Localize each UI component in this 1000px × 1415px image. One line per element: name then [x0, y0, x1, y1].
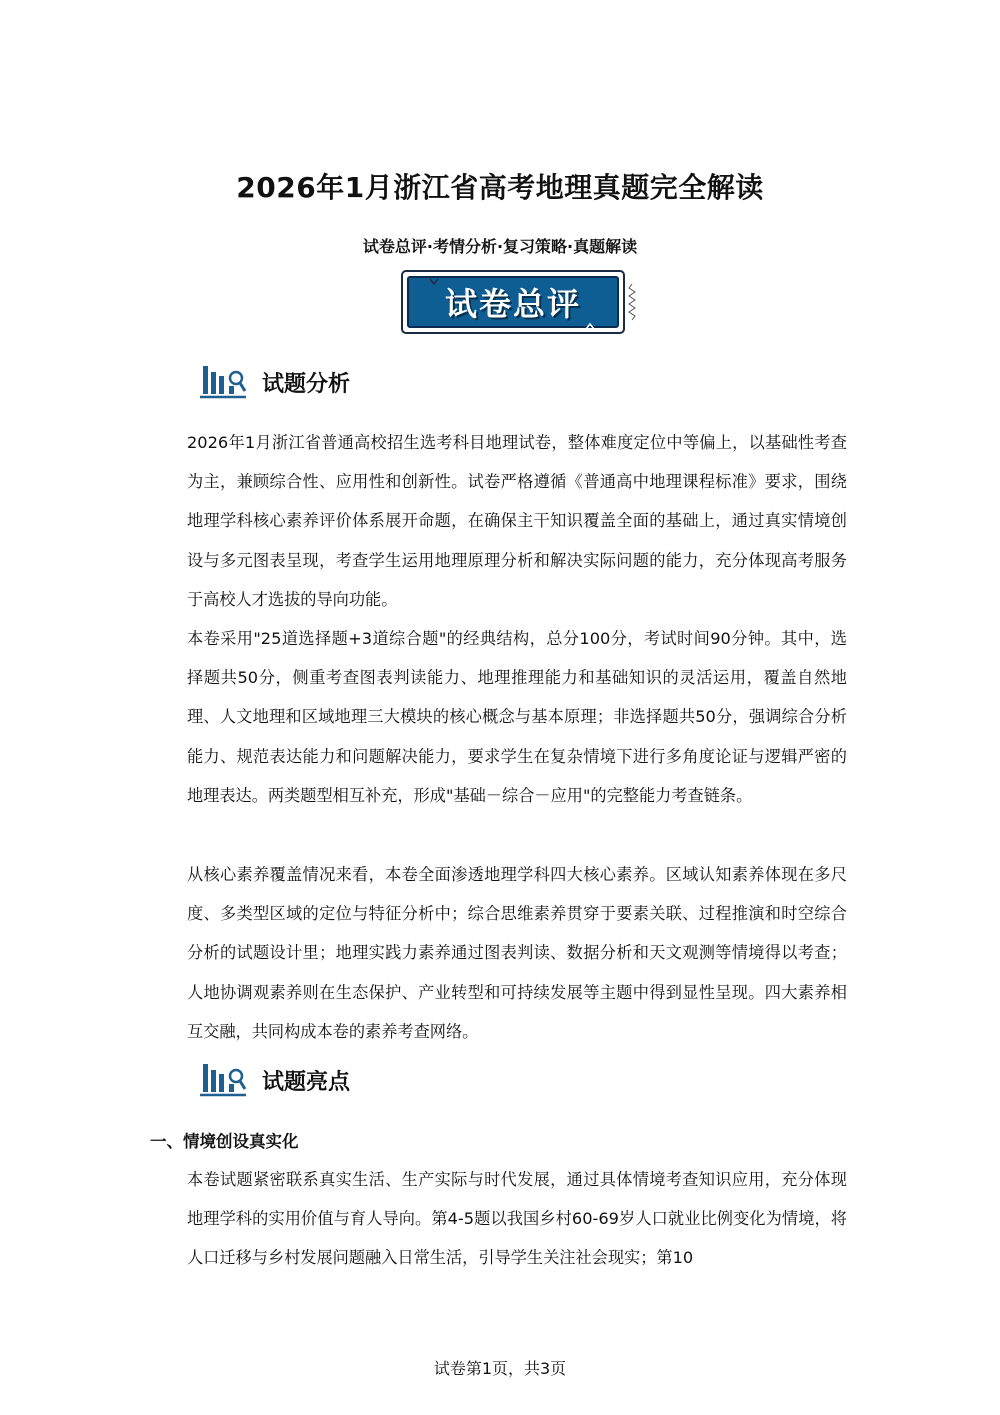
tick-decoration-icon	[429, 278, 439, 286]
paragraph-literacy: 从核心素养覆盖情况来看，本卷全面渗透地理学科四大核心素养。区域认知素养体现在多尺度、多类型区域的定位与特征分析中；综合思维素养贯穿于要素关联、过程推演和时空综合分析的试题设计里；地理实践力素养通过图表判读、数据分析和天文观测等情境得以考查；人地协调观素养则在生态保护、产业转型和可持续发展等主题中得到显性呈现。四大素养相互交融，共同构成本卷的素养考查网络。	[187, 865, 847, 1041]
bar-chart-magnifier-icon	[200, 362, 248, 402]
paragraph-overview: 2026年1月浙江省普通高校招生选考科目地理试卷，整体难度定位中等偏上，以基础性考查为主，兼顾综合性、应用性和创新性。试卷严格遵循《普通高中地理课程标准》要求，围绕地理学科核心素养评价体系展开命题，在确保主干知识覆盖全面的基础上，通过真实情境创设与多元图表呈现，考查学生运用地理原理分析和解决实际问题的能力，充分体现高考服务于高校人才选拔的导向功能。	[187, 433, 847, 609]
section-heading-highlights	[200, 1060, 350, 1100]
section-heading-analysis	[200, 362, 350, 402]
bar-chart-magnifier-icon	[200, 1060, 248, 1100]
document-title: 2026年1月浙江省高考地理真题完全解读	[236, 171, 764, 204]
subsection-heading: 一、情境创设真实化	[150, 1132, 299, 1151]
banner-label: 试卷总评	[444, 285, 581, 323]
paragraph-structure: 本卷采用"25道选择题+3道综合题"的经典结构，总分100分，考试时间90分钟。其中，选择题共50分，侧重考查图表判读能力、地理推理能力和基础知识的灵活运用，覆盖自然地理、人文地理和区域地理三大模块的核心概念与基本原理；非选择题共50分，强调综合分析能力、规范表达能力和问题解决能力，要求学生在复杂情境下进行多角度论证与逻辑严密的地理表达。两类题型相互补充，形成"基础－综合－应用"的完整能力考查链条。	[187, 629, 847, 805]
caret-decoration-icon	[585, 322, 595, 330]
paragraph-context: 本卷试题紧密联系真实生活、生产实际与时代发展，通过具体情境考查知识应用，充分体现地理学科的实用价值与育人导向。第4-5题以我国乡村60-69岁人口就业比例变化为情境，将人口迁移与乡村发展问题融入日常生活，引导学生关注社会现实；第10	[187, 1170, 847, 1268]
section-banner	[401, 270, 625, 334]
page-footer: 试卷第1页，共3页	[433, 1359, 567, 1378]
section-title: 试题亮点	[262, 1069, 351, 1095]
section-title: 试题分析	[262, 371, 351, 397]
document-subtitle: 试卷总评·考情分析·复习策略·真题解读	[362, 237, 638, 256]
wave-decoration-icon	[627, 282, 637, 322]
